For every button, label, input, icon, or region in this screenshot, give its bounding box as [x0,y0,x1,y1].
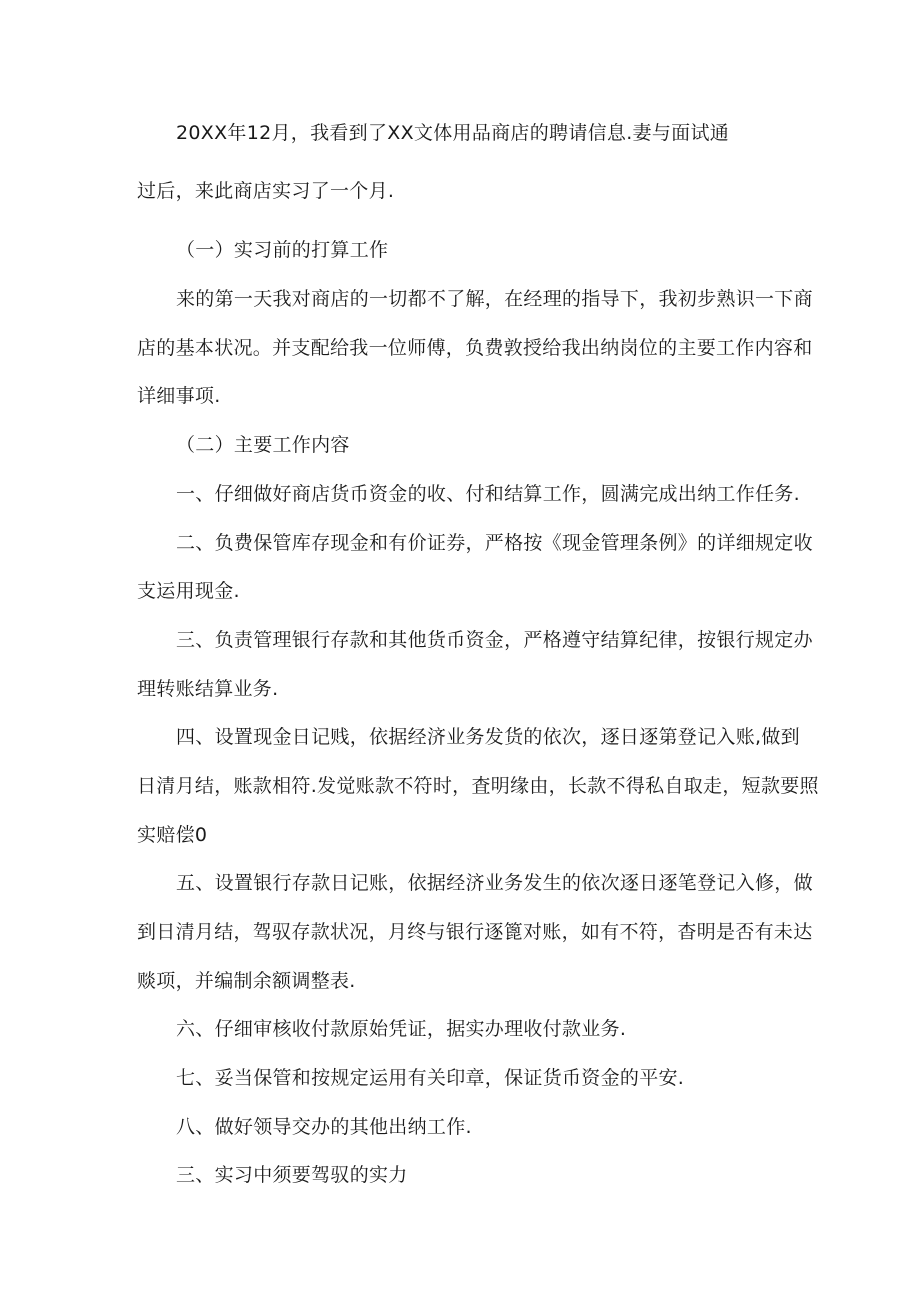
list-item-line: 三、负责管理银行存款和其他货币资金，严格遵守结算纪律，按银行规定办 [176,629,813,651]
list-item-line: 六、仔细审核收付款原始凭证，据实办理收付款业务. [176,1018,627,1040]
section-heading: （一）实习前的打算工作 [176,239,389,261]
paragraph-line: 详细事项. [137,385,221,407]
paragraph-line: 过后，来此商店实习了一个月. [137,180,395,202]
list-item-line: 七、妥当保管和按规定运用有关印章，保证货币资金的平安. [176,1067,685,1089]
paragraph-line: 20XX年12月，我看到了XX文体用品商店的聘请信息.妻与面试通 [176,122,730,144]
list-item-line: 理转账结算业务. [137,678,279,700]
list-item-line: 支运用现金. [137,580,240,602]
list-item-line: 赕项，并编制余额调整表. [137,970,356,992]
section-heading: （二）主要工作内容 [176,434,350,456]
list-item-line: 八、做好领导交办的其他出纳工作. [176,1116,472,1138]
paragraph-line: 来的第一天我对商店的一切都不了解，在经理的指导下，我初步熟识一下商 [176,288,813,310]
list-item-line: 日清月结，账款相符.发觉账款不符时，査明缘由，长款不得私自取走，短款要照 [137,775,819,797]
list-item-line: 一、仔细做好商店货币资金的收、付和结算工作，圆满完成出纳工作任务. [176,483,800,505]
list-item-line: 实赔偿0 [137,824,208,846]
list-item-line: 二、负费保管库存现金和有价证券，严格按《现金管理条例》的详细规定收 [176,532,813,554]
list-item-line: 到日清月结，驾驭存款状况，月终与银行逐篦对账，如有不符，杳明是否有未达 [137,921,813,943]
list-item-line: 四、设置现金日记贱，依据经济业务发货的依次，逐日逐第登记入账,做到 [176,726,800,748]
list-item-line: 五、设置银行存款日记账，依据经济业务发生的依次逐日逐笔登记入修，做 [176,872,813,894]
paragraph-line: 店的基本状况。并支配给我一位师傅，负费敦授给我出纳岗位的主要工作内容和 [137,337,813,359]
section-heading: 三、实习中须要驾驭的实力 [176,1164,408,1186]
